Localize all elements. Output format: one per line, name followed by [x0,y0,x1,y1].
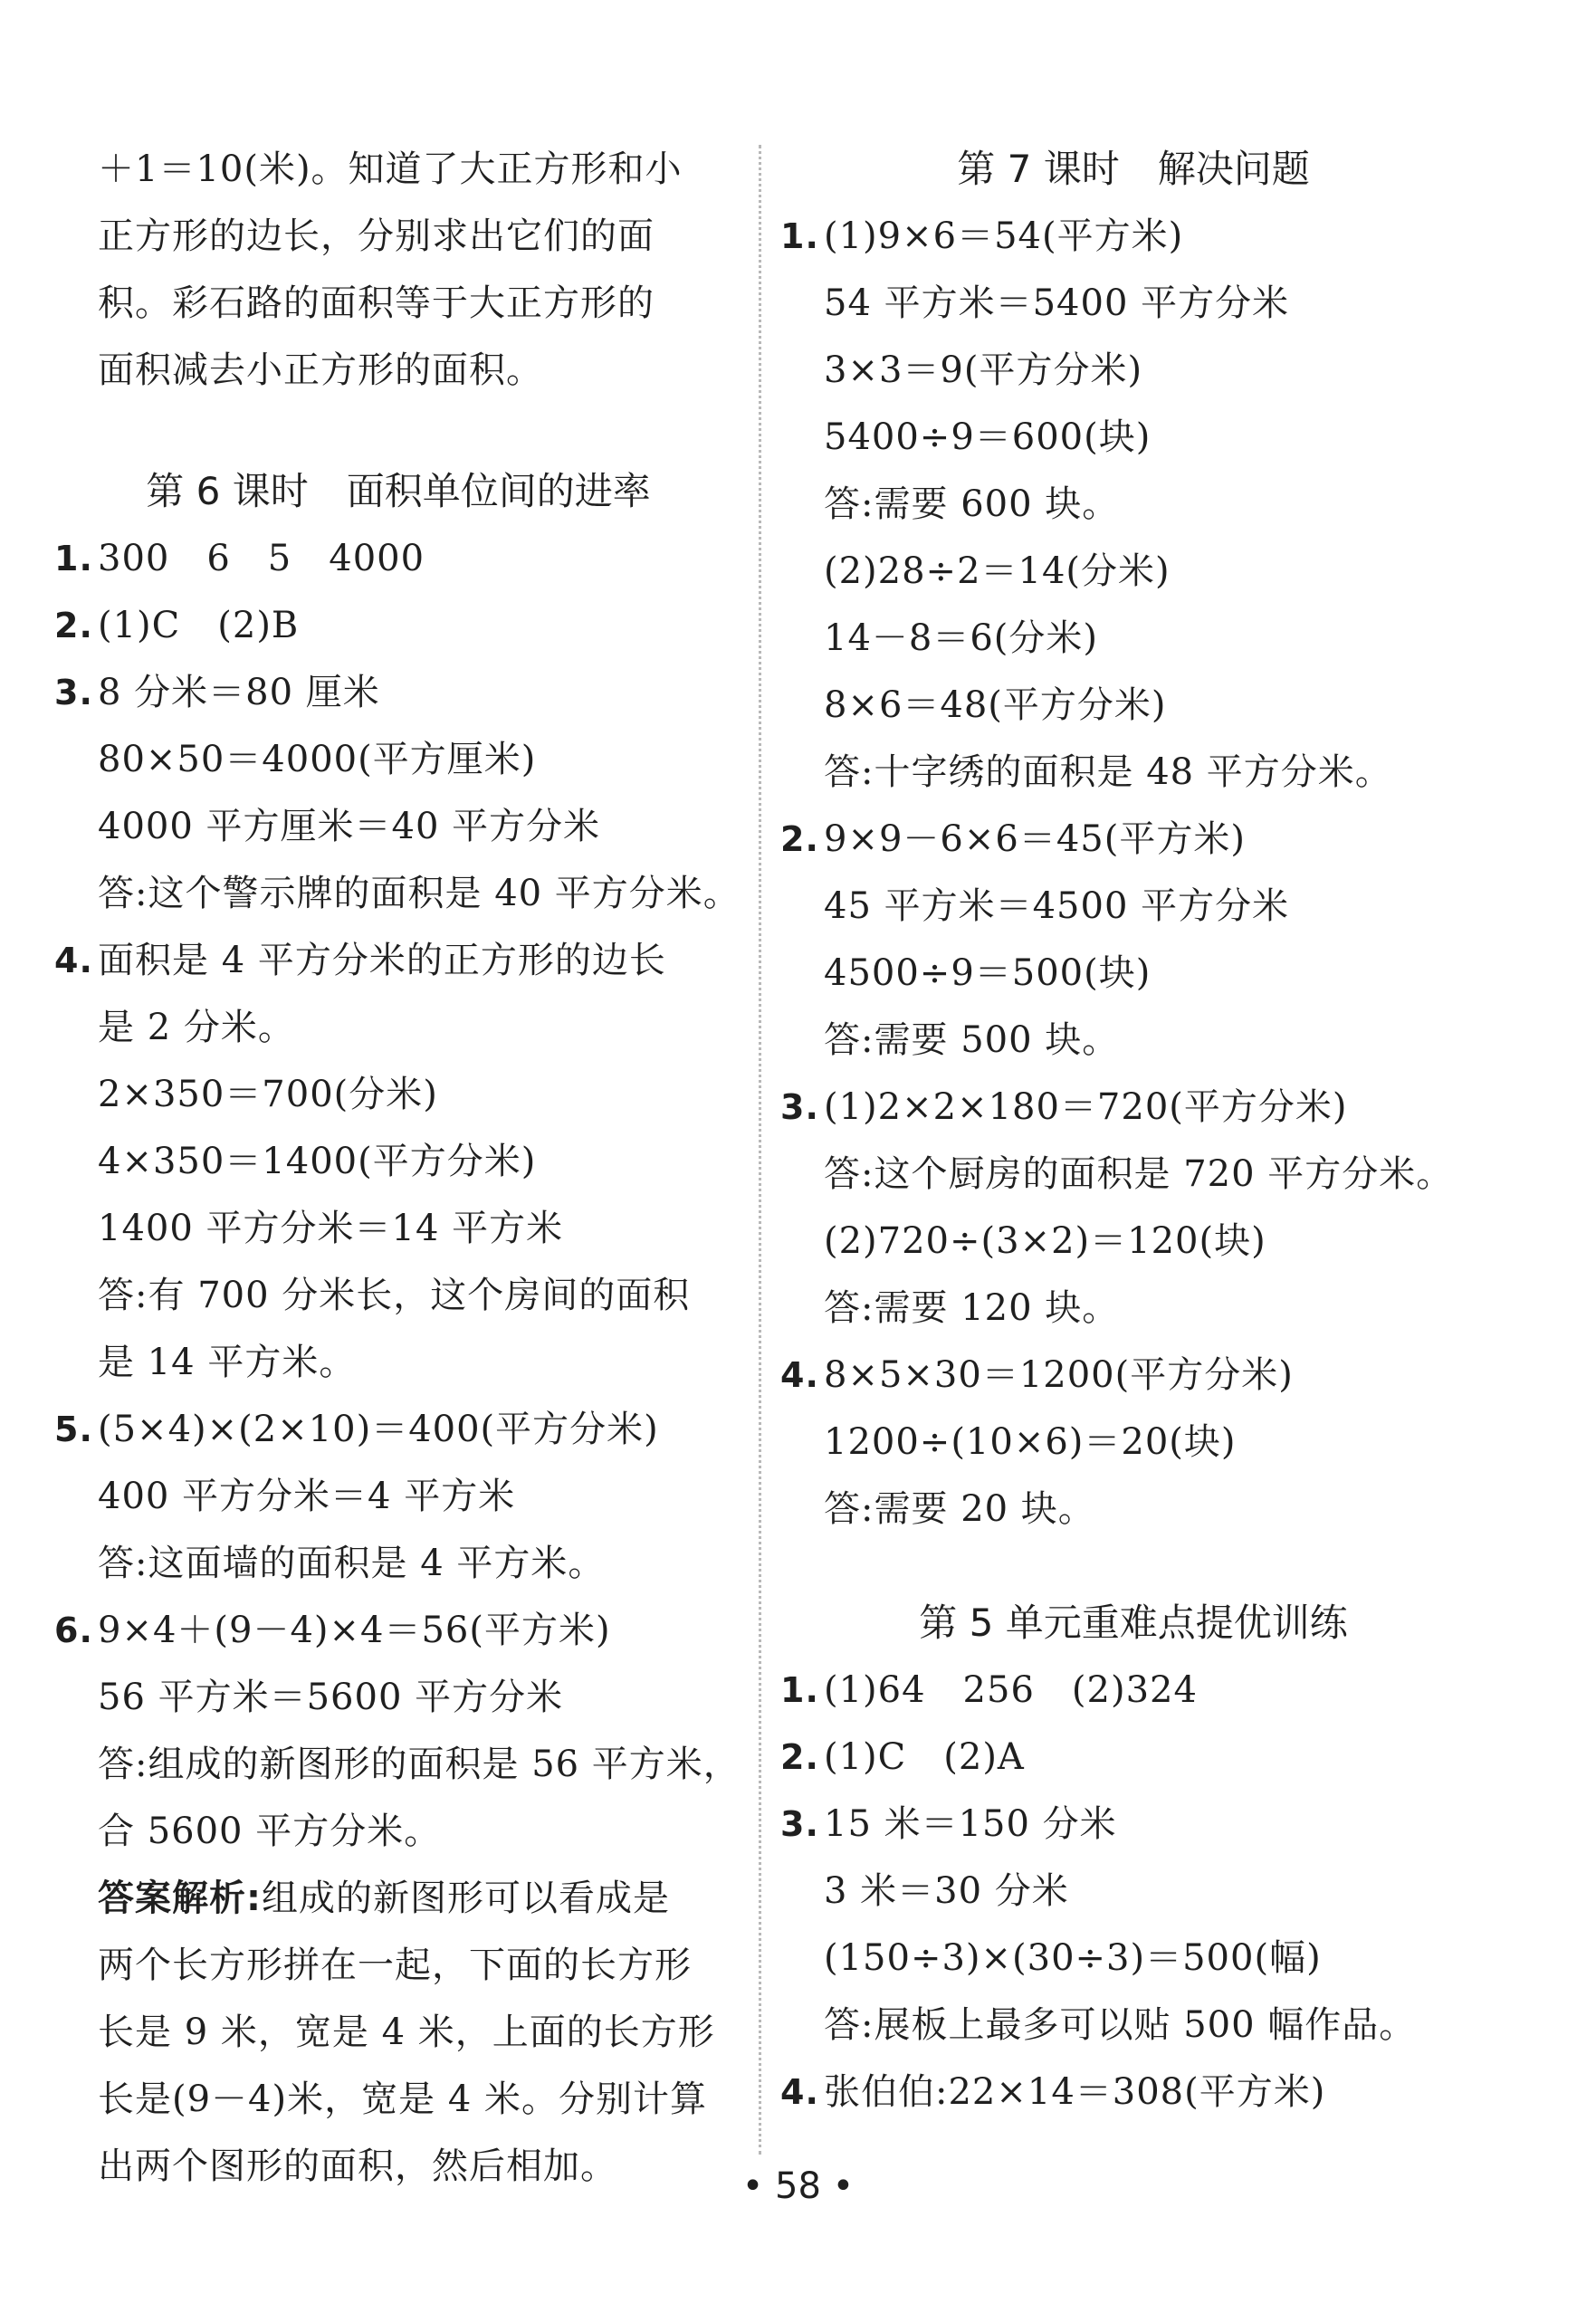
answer-2 [780,806,1486,873]
question-number: 5. [54,1410,93,1449]
answer-line: 是 14 平方米。 [98,1342,357,1383]
answer-3 [780,1074,1486,1141]
question-number: 4. [780,1355,819,1395]
intro-line: ＋1＝10(米)。知道了大正方形和小 [98,148,683,190]
answer-text: 300 6 5 4000 [98,538,425,579]
answer-text: 9×4＋(9－4)×4＝56(平方米) [98,1610,611,1651]
intro-line: 正方形的边长，分别求出它们的面 [98,215,655,257]
answer-text: (1)64 256 (2)324 [824,1669,1198,1711]
answer-line: 4×350＝1400(平方分米) [98,1141,537,1182]
answer-2 [54,592,742,659]
answer-text: 15 米＝150 分米 [824,1803,1117,1845]
column-divider [759,145,761,2155]
answer-text: 8 分米＝80 厘米 [98,672,380,713]
answer-line: 2×350＝700(分米) [98,1074,438,1115]
answer-line: 80×50＝4000(平方厘米) [98,739,537,780]
answer-line: 答:组成的新图形的面积是 56 平方米， [98,1744,741,1785]
answer-line: 56 平方米＝5600 平方分米 [98,1677,564,1718]
answer-line: 答:这个警示牌的面积是 40 平方分米。 [98,873,741,914]
answer-5 [54,1396,742,1463]
answer-6 [54,1597,742,1664]
answer-text: (5×4)×(2×10)＝400(平方分米) [98,1409,659,1450]
question-number: 3. [780,1087,819,1127]
answer-line: (150÷3)×(30÷3)＝500(幅) [824,1937,1322,1979]
left-column [54,136,742,2200]
answer-line: 答:需要 120 块。 [824,1287,1120,1329]
question-number: 4. [54,941,93,980]
answer-text: 9×9－6×6＝45(平方米) [824,818,1246,860]
question-number: 3. [54,673,93,712]
answer-line: 1400 平方分米＝14 平方米 [98,1208,564,1249]
answer-line: 答:十字绣的面积是 48 平方分米。 [824,751,1392,793]
question-number: 1. [780,216,819,256]
answer-3 [54,659,742,726]
question-number: 2. [780,819,819,859]
answer-line: 5400÷9＝600(块) [824,416,1152,458]
answer-text: (1)9×6＝54(平方米) [824,215,1184,257]
answer-2 [780,1724,1486,1791]
answer-line: 45 平方米＝4500 平方分米 [824,885,1290,927]
right-column [780,136,1486,2126]
answer-line: 4000 平方厘米＝40 平方分米 [98,806,601,847]
page-number: • 58 • [741,2165,855,2207]
answer-3 [780,1791,1486,1858]
answer-4 [780,2059,1486,2126]
answer-line: 答:需要 600 块。 [824,483,1120,525]
question-number: 6. [54,1610,93,1650]
answer-line: (2)720÷(3×2)＝120(块) [824,1220,1266,1262]
analysis-line [54,1865,742,1932]
answer-4 [54,927,742,994]
answer-line: (2)28÷2＝14(分米) [824,550,1171,592]
intro-line: 面积减去小正方形的面积。 [98,349,543,391]
analysis-line: 两个长方形拼在一起，下面的长方形 [98,1945,692,1986]
answer-text: 张伯伯:22×14＝308(平方米) [824,2071,1326,2113]
answer-text: (1)C (2)A [824,1736,1025,1778]
answer-line: 400 平方分米＝4 平方米 [98,1476,516,1517]
question-number: 2. [54,606,93,645]
analysis-label: 答案解析: [98,1878,262,1919]
answer-line: 答:这面墙的面积是 4 平方米。 [98,1543,606,1584]
answer-line: 1200÷(10×6)＝20(块) [824,1421,1237,1463]
answer-line: 54 平方米＝5400 平方分米 [824,282,1290,324]
analysis-line: 出两个图形的面积，然后相加。 [98,2145,617,2187]
section-title-lesson-7: 第 7 课时 解决问题 [957,147,1310,191]
question-number: 2. [780,1737,819,1777]
answer-line: 4500÷9＝500(块) [824,952,1152,994]
answer-line: 合 5600 平方分米。 [98,1811,442,1852]
answer-line: 答:展板上最多可以贴 500 幅作品。 [824,2004,1417,2046]
answer-line: 答:有 700 分米长，这个房间的面积 [98,1275,691,1316]
answer-1 [54,525,742,592]
answer-1 [780,203,1486,270]
answer-text: 8×5×30＝1200(平方分米) [824,1354,1294,1396]
question-number: 4. [780,2072,819,2112]
answer-1 [780,1657,1486,1724]
section-title-unit-5: 第 5 单元重难点提优训练 [919,1601,1348,1645]
analysis-text: 组成的新图形可以看成是 [262,1878,670,1919]
answer-line: 3 米＝30 分米 [824,1870,1069,1912]
question-number: 1. [54,539,93,578]
answer-line: 答:需要 20 块。 [824,1488,1095,1530]
question-number: 3. [780,1804,819,1844]
answer-text: 面积是 4 平方分米的正方形的边长 [98,940,666,981]
analysis-line: 长是 9 米，宽是 4 米，上面的长方形 [98,2012,715,2053]
answer-4 [780,1342,1486,1409]
answer-text: (1)2×2×180＝720(平方分米) [824,1086,1348,1128]
intro-line: 积。彩石路的面积等于大正方形的 [98,282,655,324]
answer-line: 是 2 分米。 [98,1007,295,1048]
answer-line: 答:需要 500 块。 [824,1019,1120,1061]
section-title-lesson-6: 第 6 课时 面积单位间的进率 [146,469,651,513]
answer-line: 8×6＝48(平方分米) [824,684,1167,726]
answer-line: 3×3＝9(平方分米) [824,349,1143,391]
answer-line: 答:这个厨房的面积是 720 平方分米。 [824,1153,1454,1195]
answer-text: (1)C (2)B [98,605,300,646]
question-number: 1. [780,1670,819,1710]
analysis-line: 长是(9－4)米，宽是 4 米。分别计算 [98,2078,707,2120]
answer-line: 14－8＝6(分米) [824,617,1099,659]
